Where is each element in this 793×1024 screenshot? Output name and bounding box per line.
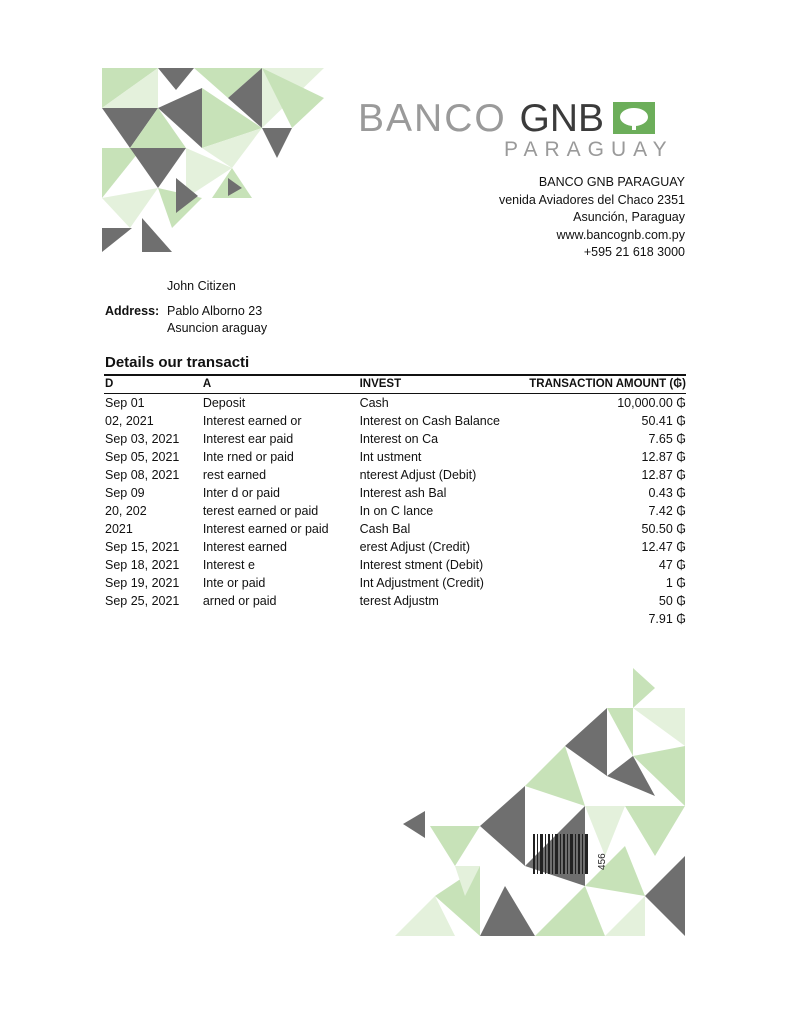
header-investment: INVEST	[359, 378, 402, 390]
bank-logo	[358, 96, 674, 166]
table-row	[104, 538, 686, 556]
cell-amount: 50.50 ₲	[641, 522, 686, 536]
cell-amount: 7.65 ₲	[648, 432, 686, 446]
cell-activity: terest earned or paid	[202, 504, 319, 518]
cell-amount: 0.43 ₲	[648, 486, 686, 500]
cell-investment: Interest on Cash Balance	[359, 414, 500, 428]
table-row	[104, 502, 686, 520]
tree-icon	[613, 102, 655, 134]
address-line-1: Pablo Alborno 23	[167, 303, 263, 318]
cell-activity: Interest earned or	[202, 414, 302, 428]
cell-amount: 47 ₲	[658, 558, 686, 572]
cell-date: 2021	[105, 522, 133, 536]
header-date: D	[105, 378, 114, 390]
customer-block	[105, 278, 267, 338]
cell-investment: Interest stment (Debit)	[359, 558, 484, 572]
customer-name: John Citizen	[167, 279, 236, 293]
header-amount: TRANSACTION AMOUNT (₲)	[529, 378, 686, 390]
section-title: Details our transacti	[105, 354, 250, 371]
cell-date: Sep 15, 2021	[105, 540, 180, 554]
cell-amount: 12.87 ₲	[641, 450, 686, 464]
bank-contact-block	[499, 174, 685, 262]
cell-date: Sep 18, 2021	[105, 558, 180, 572]
table-body	[104, 394, 686, 610]
barcode	[533, 828, 591, 880]
total-amount: 7.91 ₲	[648, 612, 686, 626]
cell-amount: 50.41 ₲	[641, 414, 686, 428]
cell-date: Sep 03, 2021	[105, 432, 180, 446]
logo-wordmark	[358, 96, 604, 142]
cell-date: Sep 19, 2021	[105, 576, 180, 590]
cell-activity: Interest earned or paid	[202, 522, 329, 536]
table-row	[104, 484, 686, 502]
cell-amount: 12.87 ₲	[641, 468, 686, 482]
cell-investment: Int Adjustment (Credit)	[359, 576, 484, 590]
bank-name: BANCO GNB PARAGUAY	[538, 175, 685, 189]
cell-date: Sep 25, 2021	[105, 594, 180, 608]
cell-activity: Interest ear paid	[202, 432, 294, 446]
cell-activity: rest earned	[202, 468, 267, 482]
table-row	[104, 520, 686, 538]
cell-amount: 1 ₲	[665, 576, 686, 590]
bank-city: Asunción, Paraguay	[573, 210, 685, 224]
cell-date: Sep 05, 2021	[105, 450, 180, 464]
cell-activity: Inte or paid	[202, 576, 266, 590]
cell-investment: In on C lance	[359, 504, 434, 518]
cell-amount: 12.47 ₲	[641, 540, 686, 554]
cell-activity: Inter d or paid	[202, 486, 280, 500]
cell-amount: 10,000.00 ₲	[617, 396, 686, 410]
cell-activity: Interest earned	[202, 540, 287, 554]
address-line-2: Asuncion araguay	[167, 321, 268, 335]
table-row	[104, 592, 686, 610]
table-row	[104, 574, 686, 592]
table-row	[104, 556, 686, 574]
table-row	[104, 412, 686, 430]
logo-subtitle: PARAGUAY	[504, 138, 674, 161]
cell-date: Sep 01	[105, 396, 145, 410]
table-total-row	[104, 610, 686, 628]
cell-activity: Inte rned or paid	[202, 450, 294, 464]
table-row	[104, 448, 686, 466]
cell-investment: nterest Adjust (Debit)	[359, 468, 477, 482]
logo-word-gnb: GNB	[519, 97, 605, 140]
cell-investment: Int ustment	[359, 450, 422, 464]
table-row	[104, 394, 686, 412]
cell-amount: 7.42 ₲	[648, 504, 686, 518]
table-header	[104, 374, 686, 394]
cell-investment: Cash Bal	[359, 522, 411, 536]
decorative-triangle-pattern-bottom	[395, 666, 685, 936]
barcode-number: 456	[597, 853, 608, 870]
cell-investment: Cash	[359, 396, 389, 410]
header-activity: A	[202, 378, 212, 390]
bank-street: venida Aviadores del Chaco 2351	[498, 192, 685, 207]
logo-word-banco: BANCO	[358, 97, 520, 140]
cell-amount: 50 ₲	[658, 594, 686, 608]
cell-date: 20, 202	[105, 504, 147, 518]
cell-activity: arned or paid	[202, 594, 277, 608]
cell-date: Sep 09	[105, 486, 145, 500]
decorative-triangle-pattern-top	[102, 68, 324, 252]
cell-investment: Interest ash Bal	[359, 486, 447, 500]
table-row	[104, 430, 686, 448]
bank-phone: +595 21 618 3000	[583, 245, 685, 259]
cell-activity: Interest e	[202, 558, 255, 572]
cell-date: Sep 08, 2021	[105, 468, 180, 482]
cell-investment: terest Adjustm	[359, 594, 439, 608]
table-row	[104, 466, 686, 484]
cell-investment: erest Adjust (Credit)	[359, 540, 471, 554]
cell-activity: Deposit	[202, 396, 246, 410]
cell-date: 02, 2021	[105, 414, 154, 428]
bank-website: www.bancognb.com.py	[556, 227, 685, 242]
cell-investment: Interest on Ca	[359, 432, 439, 446]
transactions-table	[104, 374, 686, 628]
address-label: Address:	[105, 303, 160, 318]
